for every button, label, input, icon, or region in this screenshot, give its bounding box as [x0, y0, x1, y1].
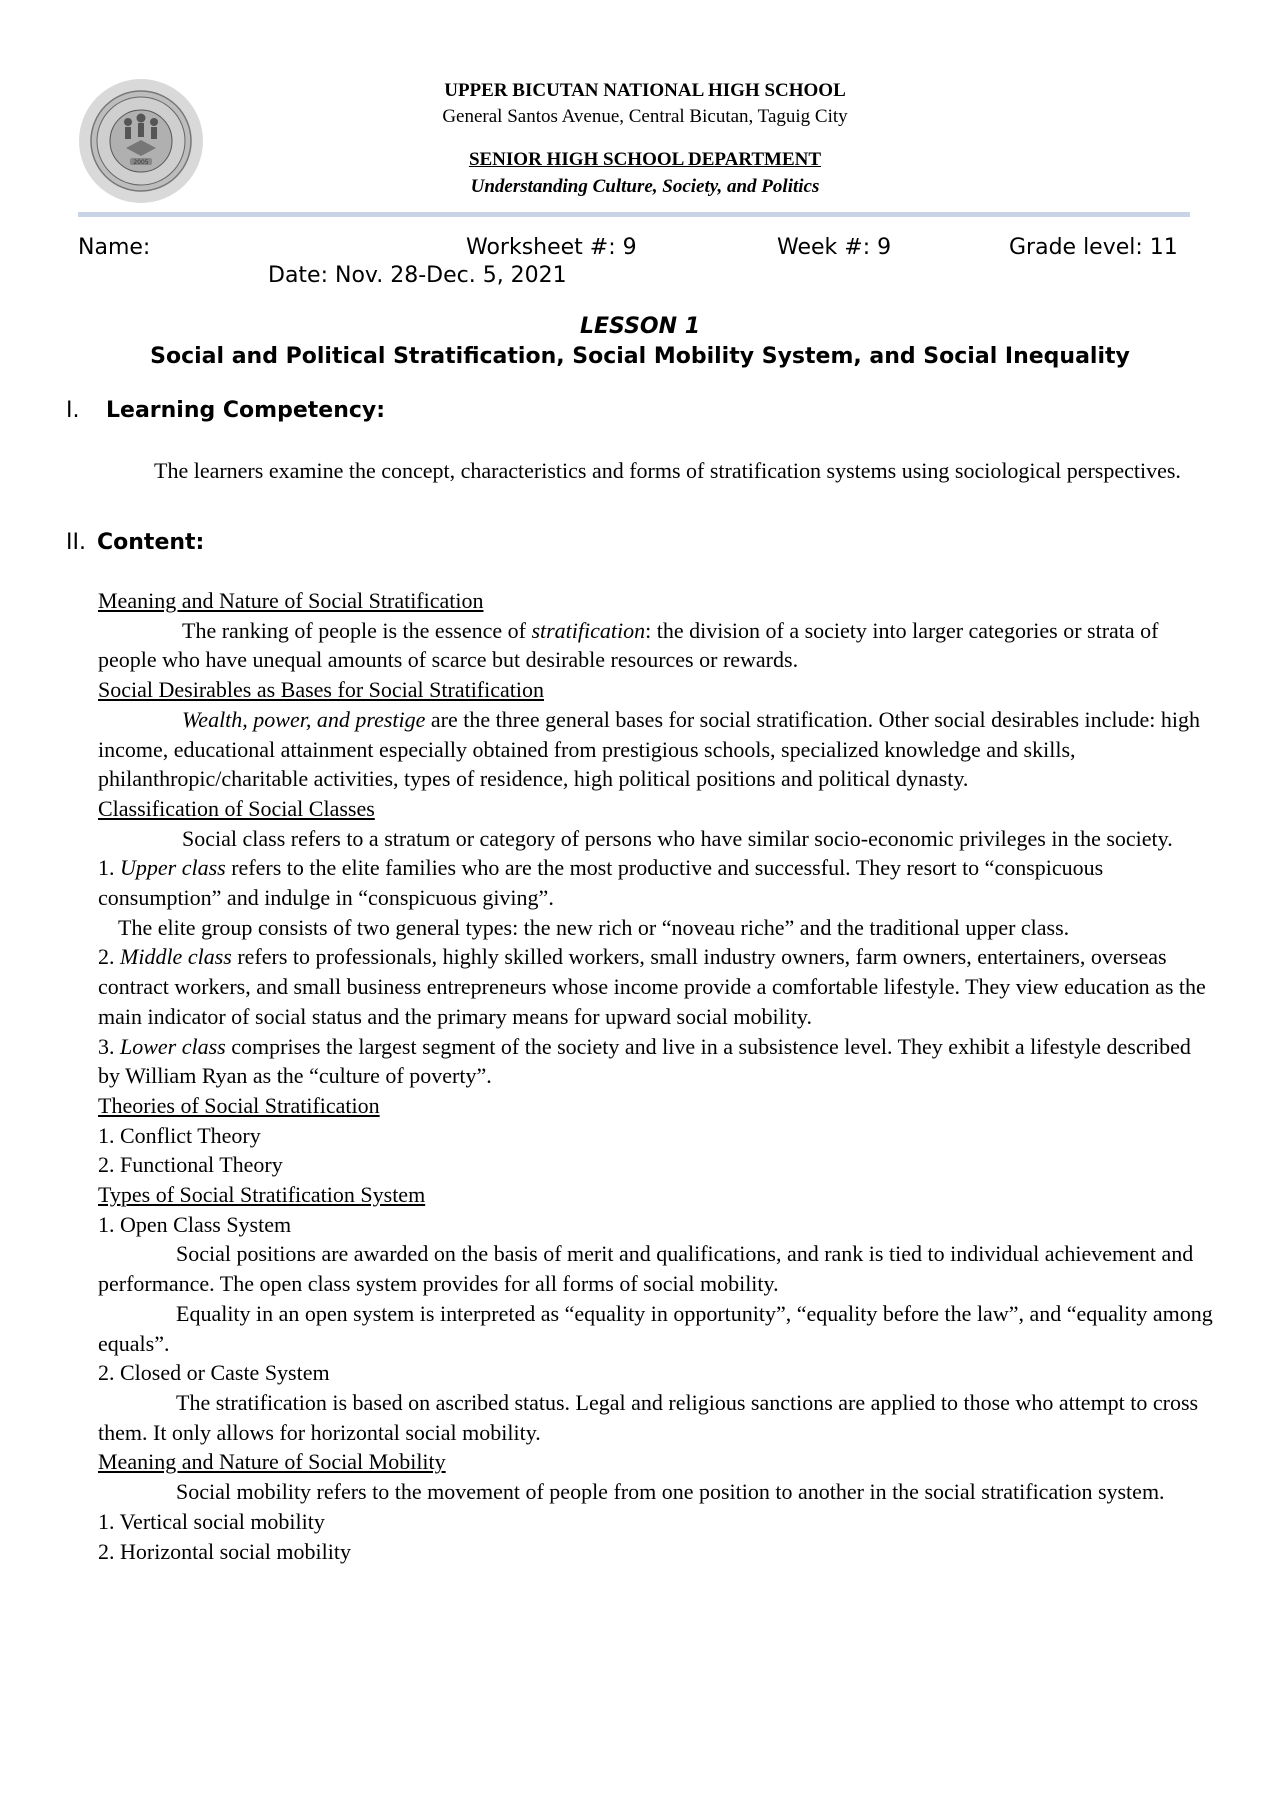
- date-range: Date: Nov. 28-Dec. 5, 2021: [268, 263, 567, 288]
- paragraph-open-class-1: Social positions are awarded on the basis of merit and qualifications, and rank is tied to individual achievement and performance. The open class system provides for all forms of social mobility.: [98, 1241, 1194, 1297]
- school-seal-logo: [78, 78, 204, 204]
- content-body: [98, 586, 1216, 1566]
- grade-level: Grade level: 11: [1009, 235, 1178, 260]
- list-item-lower-class: 3. Lower class comprises the largest segment of the society and live in a subsistence level. They exhibit a lifestyle described by William Ryan as the “culture of poverty”.: [98, 1033, 1191, 1089]
- list-item-open-class: 1. Open Class System: [98, 1211, 292, 1237]
- subject-title: Understanding Culture, Society, and Politics: [470, 176, 820, 197]
- learning-competency-text: The learners examine the concept, characteristics and forms of stratification systems using sociological perspectives.: [154, 458, 1181, 483]
- svg-text:2005: 2005: [133, 159, 149, 166]
- paragraph-closed-caste: The stratification is based on ascribed status. Legal and religious sanctions are applied to those who attempt to cross them. It only allows for horizontal social mobility.: [98, 1389, 1199, 1445]
- heading-stratification-types: Types of Social Stratification System: [98, 1182, 426, 1208]
- school-header: [300, 78, 990, 201]
- heading-theories: Theories of Social Stratification: [98, 1092, 380, 1118]
- week-number: Week #: 9: [777, 235, 892, 260]
- paragraph-meaning-stratification: The ranking of people is the essence of stratification: the division of a society into larger categories or strata of people who have unequal amounts of scarce but desirable resources or rewards.: [98, 617, 1159, 673]
- heading-meaning-stratification: Meaning and Nature of Social Stratification: [98, 588, 484, 613]
- paragraph-social-mobility: Social mobility refers to the movement of people from one position to another in the social stratification system.: [176, 1479, 1165, 1505]
- list-item-conflict-theory: 1. Conflict Theory: [98, 1122, 261, 1148]
- section-1-heading: Learning Competency:: [106, 398, 386, 423]
- list-item-middle-class: 2. Middle class refers to professionals, highly skilled workers, small industry owners, farm owners, entertainers, overseas contract workers, and small business entrepreneurs whose income provide a comfortable lifestyle. They view education as the main indicator of social status and the primary means for upward social mobility.: [98, 944, 1206, 1029]
- heading-social-classes: Classification of Social Classes: [98, 795, 375, 821]
- paragraph-social-class: Social class refers to a stratum or category of persons who have similar socio-economic privileges in the society.: [182, 825, 1173, 851]
- name-label: Name:: [78, 235, 151, 260]
- list-item-horizontal-mobility: 2. Horizontal social mobility: [98, 1538, 351, 1564]
- section-2-numeral: II.: [66, 530, 86, 555]
- school-name: UPPER BICUTAN NATIONAL HIGH SCHOOL: [444, 80, 846, 101]
- section-2-heading: Content:: [97, 530, 205, 555]
- lesson-number: LESSON 1: [579, 314, 701, 339]
- list-item-closed-caste: 2. Closed or Caste System: [98, 1360, 330, 1386]
- paragraph-elite-group: The elite group consists of two general types: the new rich or “noveau riche” and the traditional upper class.: [118, 914, 1070, 940]
- department-title: SENIOR HIGH SCHOOL DEPARTMENT: [468, 149, 822, 170]
- header-divider: [78, 212, 1190, 217]
- list-item-upper-class: 1. Upper class refers to the elite families who are the most productive and successful. They resort to “conspicuous consumption” and indulge in “conspicuous giving”.: [98, 855, 1104, 911]
- lesson-title: Social and Political Stratification, Social Mobility System, and Social Inequality: [150, 344, 1130, 369]
- heading-social-desirables: Social Desirables as Bases for Social Stratification: [98, 677, 544, 703]
- list-item-vertical-mobility: 1. Vertical social mobility: [98, 1508, 325, 1534]
- school-address: General Santos Avenue, Central Bicutan, Taguig City: [442, 106, 848, 127]
- paragraph-social-desirables: Wealth, power, and prestige are the three general bases for social stratification. Other social desirables include: high income, educational attainment especially obtained from prestigious schools, specialized knowledge and skills, philanthropic/charitable activities, types of residence, high political positions and political dynasty.: [98, 706, 1201, 792]
- section-1-numeral: I.: [66, 398, 80, 423]
- list-item-functional-theory: 2. Functional Theory: [98, 1152, 283, 1178]
- worksheet-number: Worksheet #: 9: [466, 235, 637, 260]
- heading-social-mobility: Meaning and Nature of Social Mobility: [98, 1449, 446, 1475]
- paragraph-open-class-2: Equality in an open system is interpreted as “equality in opportunity”, “equality before the law”, and “equality among equals”.: [98, 1300, 1213, 1356]
